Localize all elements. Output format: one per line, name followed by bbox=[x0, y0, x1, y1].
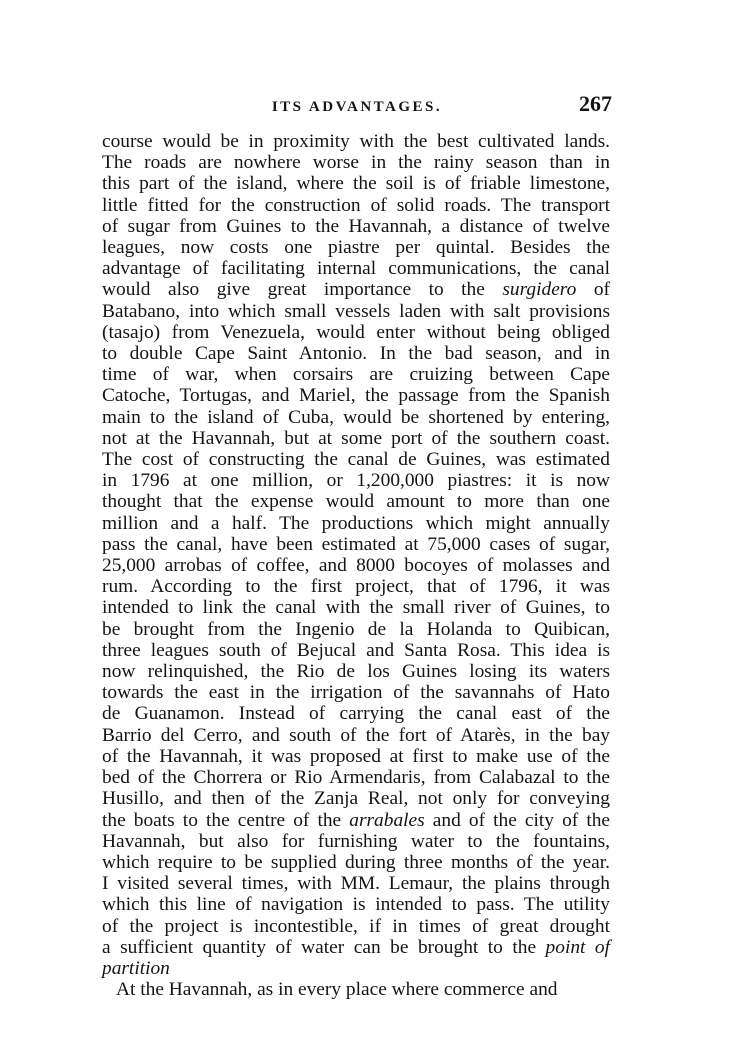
text-line: be brought from the Ingenio de la Holanda to Quibican, bbox=[102, 618, 610, 640]
italic-term: point of bbox=[545, 936, 610, 958]
text-line: I visited several times, with MM. Lemaur, the plains through bbox=[102, 873, 610, 895]
text-line: of the Havannah, it was proposed at first to make use of the bbox=[102, 745, 610, 767]
text-line: little fitted for the construction of solid roads. The transport bbox=[102, 194, 610, 216]
text-line: course would be in proximity with the best cultivated lands. bbox=[102, 131, 610, 152]
text-line: thought that the expense would amount to more than one bbox=[102, 491, 610, 513]
text-line: Havannah, but also for furnishing water to the fountains, bbox=[102, 830, 610, 852]
text-line: The cost of constructing the canal de Guines, was estimated bbox=[102, 449, 610, 471]
text-line: time of war, when corsairs are cruizing between Cape bbox=[102, 364, 610, 386]
running-title: ITS ADVANTAGES. bbox=[271, 99, 443, 115]
text-line: 25,000 arrobas of coffee, and 8000 bocoyes of molasses and bbox=[102, 555, 610, 577]
italic-term: partition bbox=[102, 957, 170, 979]
text-line: this part of the island, where the soil is of friable limestone, bbox=[102, 173, 610, 195]
text-line: (tasajo) from Venezuela, would enter without being obliged bbox=[102, 321, 610, 343]
text-line: pass the canal, have been estimated at 75,000 cases of sugar, bbox=[102, 533, 610, 555]
text-line: would also give great importance to the surgidero of bbox=[102, 279, 610, 301]
text-line: in 1796 at one million, or 1,200,000 piastres: it is now bbox=[102, 470, 610, 492]
text-line: which require to be supplied during three months of the year. bbox=[102, 851, 610, 873]
text-line: now relinquished, the Rio de los Guines losing its waters bbox=[102, 661, 610, 683]
text-line: of sugar from Guines to the Havannah, a distance of twelve bbox=[102, 215, 610, 237]
text-line: Catoche, Tortugas, and Mariel, the passage from the Spanish bbox=[102, 385, 610, 407]
text-line: to double Cape Saint Antonio. In the bad season, and in bbox=[102, 343, 610, 365]
text-line: towards the east in the irrigation of the savannahs of Hato bbox=[102, 682, 610, 704]
text-line: rum. According to the first project, that of 1796, it was bbox=[102, 576, 610, 598]
text-line: which this line of navigation is intended to pass. The utility bbox=[102, 894, 610, 916]
text-line: three leagues south of Bejucal and Santa Rosa. This idea is bbox=[102, 639, 610, 661]
text-line: not at the Havannah, but at some port of the southern coast. bbox=[102, 427, 610, 449]
text-line: Batabano, into which small vessels laden with salt provisions bbox=[102, 300, 610, 322]
text-line: million and a half. The productions which might annually bbox=[102, 512, 610, 534]
text-line: leagues, now costs one piastre per quintal. Besides the bbox=[102, 237, 610, 259]
text-line: de Guanamon. Instead of carrying the canal east of the bbox=[102, 703, 610, 725]
text-line: main to the island of Cuba, would be shortened by entering, bbox=[102, 406, 610, 428]
text-line: the boats to the centre of the arrabales and of the city of the bbox=[102, 809, 611, 831]
page-number: 267 bbox=[579, 91, 612, 116]
text-line: Barrio del Cerro, and south of the fort of Atarès, in the bay bbox=[102, 724, 610, 746]
text-line: of the project is incontestible, if in times of great drought bbox=[102, 915, 610, 937]
text-line bbox=[102, 958, 610, 979]
text-line: a sufficient quantity of water can be brought to the point of bbox=[102, 936, 610, 958]
text-line: At the Havannah, as in every place where commerce and bbox=[116, 979, 558, 1001]
italic-term: surgidero bbox=[502, 279, 577, 301]
body-text bbox=[102, 131, 610, 1000]
paragraph bbox=[102, 979, 610, 1000]
text-line: bed of the Chorrera or Rio Armendaris, from Calabazal to the bbox=[102, 767, 610, 789]
text-line: intended to link the canal with the small river of Guines, to bbox=[102, 597, 610, 619]
text-line: Husillo, and then of the Zanja Real, not only for conveying bbox=[102, 788, 610, 810]
text-line: The roads are nowhere worse in the rainy season than in bbox=[102, 152, 610, 174]
running-header bbox=[102, 91, 612, 127]
italic-term: arrabales bbox=[349, 809, 425, 831]
paragraph bbox=[102, 131, 610, 979]
text-line: advantage of facilitating internal communications, the canal bbox=[102, 258, 610, 280]
